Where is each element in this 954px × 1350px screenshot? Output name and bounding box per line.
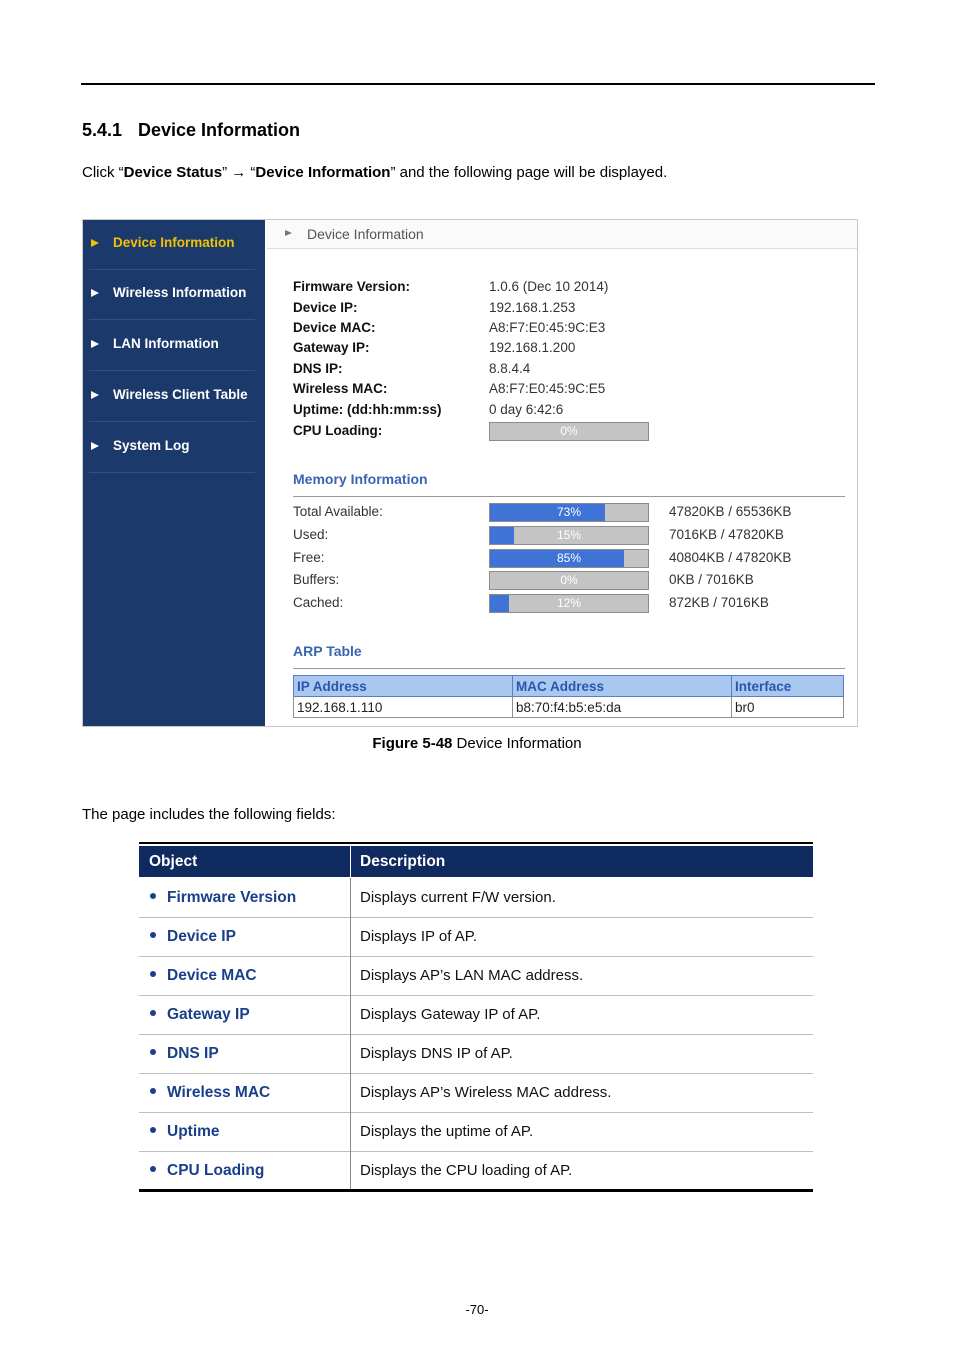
figure-number: Figure 5-48 bbox=[372, 735, 453, 752]
field-value-dns-ip: 8.8.4.4 bbox=[489, 361, 531, 376]
memory-information-heading: Memory Information bbox=[293, 471, 428, 487]
section-heading bbox=[82, 120, 300, 141]
memory-cached-bar bbox=[489, 594, 649, 613]
object-name: DNS IP bbox=[167, 1045, 219, 1062]
bullet-icon bbox=[150, 1166, 156, 1172]
arp-table-heading: ARP Table bbox=[293, 643, 362, 659]
table-row bbox=[139, 956, 813, 996]
column-divider bbox=[350, 995, 351, 1035]
arrow-right-icon bbox=[91, 391, 99, 399]
bar-percent-label: 0% bbox=[560, 424, 578, 438]
intro-text: ” bbox=[222, 164, 232, 181]
field-label-device-ip: Device IP: bbox=[293, 300, 358, 315]
bullet-icon bbox=[150, 893, 156, 899]
divider bbox=[89, 319, 255, 320]
bullet-icon bbox=[150, 1088, 156, 1094]
sidebar-item-label: Wireless Client Table bbox=[113, 387, 248, 402]
figure-title: Device Information bbox=[452, 735, 582, 752]
fields-table-header bbox=[139, 846, 813, 877]
memory-total-available-bar bbox=[489, 503, 649, 522]
description-cell: Displays IP of AP. bbox=[360, 928, 478, 945]
column-header-description: Description bbox=[360, 853, 446, 870]
description-cell: Displays the uptime of AP. bbox=[360, 1123, 534, 1140]
bullet-icon bbox=[150, 932, 156, 938]
bar-percent-label: 73% bbox=[556, 505, 582, 519]
field-label-cpu-loading: CPU Loading: bbox=[293, 423, 383, 438]
sidebar-item-system-log[interactable] bbox=[83, 423, 265, 473]
arp-cell-mac: b8:70:f4:b5:e5:da bbox=[513, 697, 732, 718]
column-divider bbox=[350, 1034, 351, 1074]
table-row bbox=[139, 995, 813, 1035]
breadcrumb-label: Device Information bbox=[307, 226, 424, 242]
sidebar-item-lan-information[interactable] bbox=[83, 321, 265, 371]
table-row bbox=[294, 697, 844, 718]
column-divider bbox=[350, 1112, 351, 1152]
column-divider bbox=[350, 1151, 351, 1191]
memory-free-bar bbox=[489, 549, 649, 568]
memory-used-bar bbox=[489, 526, 649, 545]
memory-value-buffers: 0KB / 7016KB bbox=[669, 572, 754, 587]
bar-percent-label: 12% bbox=[556, 596, 582, 610]
bullet-icon bbox=[150, 1049, 156, 1055]
object-name: Firmware Version bbox=[167, 889, 297, 906]
object-name: CPU Loading bbox=[167, 1162, 265, 1179]
column-divider bbox=[350, 1073, 351, 1113]
table-top-rule bbox=[139, 842, 813, 844]
intro-text: “ bbox=[246, 164, 256, 181]
column-header-object: Object bbox=[149, 853, 198, 870]
sidebar-item-wireless-information[interactable] bbox=[83, 270, 265, 320]
field-label-gateway-ip: Gateway IP: bbox=[293, 340, 370, 355]
arrow-right-icon bbox=[91, 289, 99, 297]
description-cell: Displays Gateway IP of AP. bbox=[360, 1006, 541, 1023]
field-label-uptime: Uptime: (dd:hh:mm:ss) bbox=[293, 402, 442, 417]
divider bbox=[89, 421, 255, 422]
object-cell bbox=[149, 928, 236, 946]
column-divider bbox=[350, 917, 351, 957]
arrow-right-icon bbox=[285, 230, 292, 236]
bar-percent-label: 0% bbox=[560, 573, 578, 587]
column-header-ip-address: IP Address bbox=[294, 676, 513, 697]
column-header-mac-address: MAC Address bbox=[513, 676, 732, 697]
sidebar-item-label: Wireless Information bbox=[113, 285, 247, 300]
field-value-uptime: 0 day 6:42:6 bbox=[489, 402, 564, 417]
object-name: Uptime bbox=[167, 1123, 220, 1140]
fields-intro-text: The page includes the following fields: bbox=[82, 806, 336, 823]
description-cell: Displays current F/W version. bbox=[360, 889, 556, 906]
bullet-icon bbox=[150, 1127, 156, 1133]
bullet-icon bbox=[150, 971, 156, 977]
object-name: Device MAC bbox=[167, 967, 257, 984]
table-row bbox=[139, 878, 813, 918]
column-divider bbox=[350, 878, 351, 918]
field-label-firmware-version: Firmware Version: bbox=[293, 279, 411, 294]
divider bbox=[293, 496, 845, 497]
object-cell bbox=[149, 889, 296, 907]
bar-percent-label: 15% bbox=[556, 528, 582, 542]
intro-paragraph bbox=[82, 164, 667, 181]
field-value-device-mac: A8:F7:E0:45:9C:E3 bbox=[489, 320, 606, 335]
memory-label-total-available: Total Available: bbox=[293, 504, 383, 519]
arrow-right-icon bbox=[91, 442, 99, 450]
column-divider bbox=[350, 956, 351, 996]
memory-label-free: Free: bbox=[293, 550, 325, 565]
memory-value-total-available: 47820KB / 65536KB bbox=[669, 504, 792, 519]
table-bottom-rule bbox=[139, 1189, 813, 1192]
object-cell bbox=[149, 1045, 219, 1063]
breadcrumb bbox=[267, 220, 857, 249]
memory-label-used: Used: bbox=[293, 527, 329, 542]
field-value-firmware-version: 1.0.6 (Dec 10 2014) bbox=[489, 279, 609, 294]
field-value-wireless-mac: A8:F7:E0:45:9C:E5 bbox=[489, 381, 606, 396]
sidebar-nav bbox=[83, 220, 265, 726]
device-information-screenshot bbox=[82, 219, 858, 727]
arp-cell-ip: 192.168.1.110 bbox=[294, 697, 513, 718]
divider bbox=[89, 370, 255, 371]
column-divider bbox=[350, 846, 351, 877]
table-header-row bbox=[294, 676, 844, 697]
description-cell: Displays AP’s LAN MAC address. bbox=[360, 967, 584, 984]
object-name: Wireless MAC bbox=[167, 1084, 271, 1101]
divider bbox=[293, 668, 845, 669]
object-cell bbox=[149, 1162, 264, 1180]
object-cell bbox=[149, 1006, 250, 1024]
field-label-device-mac: Device MAC: bbox=[293, 320, 376, 335]
description-cell: Displays DNS IP of AP. bbox=[360, 1045, 513, 1062]
sidebar-item-label: System Log bbox=[113, 438, 190, 453]
intro-text: ” and the following page will be displayed. bbox=[390, 164, 668, 181]
object-name: Gateway IP bbox=[167, 1006, 250, 1023]
intro-text: Click “ bbox=[82, 164, 124, 181]
arrow-right-icon bbox=[91, 340, 99, 348]
figure-caption bbox=[0, 735, 954, 752]
table-row bbox=[139, 1151, 813, 1190]
object-cell bbox=[149, 1084, 270, 1102]
section-number: 5.4.1 bbox=[82, 120, 123, 140]
column-header-interface: Interface bbox=[732, 676, 844, 697]
sidebar-item-wireless-client-table[interactable] bbox=[83, 372, 265, 422]
sidebar-item-device-information[interactable] bbox=[83, 220, 265, 270]
arp-table bbox=[293, 675, 844, 718]
header-rule bbox=[81, 83, 875, 85]
memory-value-cached: 872KB / 7016KB bbox=[669, 595, 769, 610]
memory-buffers-bar bbox=[489, 571, 649, 590]
memory-value-used: 7016KB / 47820KB bbox=[669, 527, 784, 542]
sidebar-item-label: Device Information bbox=[113, 235, 235, 250]
cpu-loading-bar bbox=[489, 422, 649, 441]
sidebar-item-label: LAN Information bbox=[113, 336, 219, 351]
table-row bbox=[139, 1034, 813, 1074]
divider bbox=[89, 472, 255, 473]
field-value-device-ip: 192.168.1.253 bbox=[489, 300, 576, 315]
intro-bold-device-status: Device Status bbox=[123, 164, 223, 181]
right-arrow-icon: → bbox=[231, 164, 247, 181]
page-number: -70- bbox=[465, 1302, 489, 1317]
bar-percent-label: 85% bbox=[556, 551, 582, 565]
memory-value-free: 40804KB / 47820KB bbox=[669, 550, 792, 565]
field-label-wireless-mac: Wireless MAC: bbox=[293, 381, 388, 396]
memory-label-buffers: Buffers: bbox=[293, 572, 340, 587]
table-row bbox=[139, 917, 813, 957]
arrow-right-icon bbox=[91, 239, 99, 247]
field-label-dns-ip: DNS IP: bbox=[293, 361, 343, 376]
object-name: Device IP bbox=[167, 928, 236, 945]
object-cell bbox=[149, 967, 257, 985]
memory-label-cached: Cached: bbox=[293, 595, 344, 610]
table-row bbox=[139, 1073, 813, 1113]
object-cell bbox=[149, 1123, 220, 1141]
arp-cell-interface: br0 bbox=[732, 697, 844, 718]
field-value-gateway-ip: 192.168.1.200 bbox=[489, 340, 576, 355]
intro-bold-device-information: Device Information bbox=[255, 164, 391, 181]
section-title: Device Information bbox=[138, 120, 301, 140]
description-cell: Displays AP’s Wireless MAC address. bbox=[360, 1084, 612, 1101]
description-cell: Displays the CPU loading of AP. bbox=[360, 1162, 573, 1179]
bullet-icon bbox=[150, 1010, 156, 1016]
table-row bbox=[139, 1112, 813, 1152]
